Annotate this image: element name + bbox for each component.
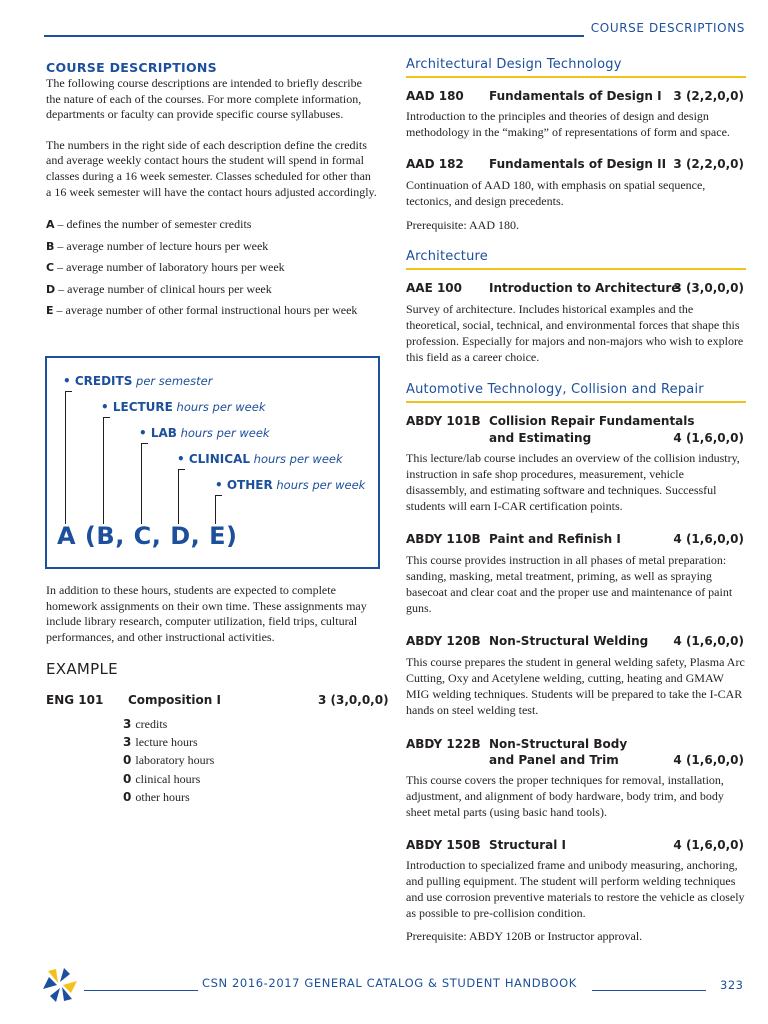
example-heading: EXAMPLE: [46, 660, 118, 678]
diagram-bracket: [103, 417, 110, 524]
diagram-bracket: [178, 469, 185, 524]
diagram-formula: A (B, C, D, E): [57, 522, 238, 550]
course-description: This lecture/lab course includes an overview of the collision industry, instruction in safe shop procedures, measurement, vehicle disassembly, and estimating software and techniques. Successful students will earn I-CAR certification points.: [406, 451, 740, 513]
breakdown-item: 3 lecture hours: [123, 735, 198, 750]
example-course-code: ENG 101: [46, 693, 104, 707]
breakdown-item: 0 clinical hours: [123, 771, 201, 786]
diagram-label-lecture: • LECTURE hours per week: [101, 400, 266, 414]
definition-item: D – average number of clinical hours per week: [46, 281, 272, 296]
header-rule: [44, 35, 584, 37]
diagram-label-credits: • CREDITS per semester: [63, 374, 213, 388]
example-breakdown: [123, 715, 214, 806]
footer-rule-left: [84, 990, 198, 991]
course-abdy-101b: ABDY 101B Collision Repair Fundamentals and Estimating 4 (1,6,0,0): [406, 414, 744, 445]
credit-format-diagram: [45, 356, 380, 569]
definition-item: B – average number of lecture hours per week: [46, 238, 269, 253]
example-course-credits: 3 (3,0,0,0): [318, 693, 389, 707]
example-course-title: Composition I: [128, 693, 221, 707]
intro-paragraph-2: The numbers in the right side of each description define the credits and average weekly contact hours the student will spend in formal classes during a 16 week semester. Classes scheduled for other than a 16 week semester will have the contact hours adjusted accordingly.: [46, 137, 377, 199]
course-description: This course provides instruction in all phases of metal preparation: sanding, masking, metal treatment, priming, as well as spraying basecoat and clear coat and the proper use and maintenance of paint guns.: [406, 553, 733, 615]
course-prerequisite: Prerequisite: ABDY 120B or Instructor approval.: [406, 929, 643, 943]
definition-item: A – defines the number of semester credits: [46, 217, 252, 232]
diagram-bracket: [65, 391, 72, 524]
diagram-label-clinical: • CLINICAL hours per week: [177, 452, 343, 466]
diagram-label-lab: • LAB hours per week: [139, 426, 270, 440]
course-description: Continuation of AAD 180, with emphasis on spatial sequence, tectonics, and design precedents.: [406, 178, 706, 208]
homework-paragraph: In addition to these hours, students are expected to complete homework assignments on their own time. These assignments may include library research, computer utilization, field trips, cultural performances, and other instructional activities.: [46, 583, 367, 644]
diagram-label-other: • OTHER hours per week: [215, 478, 366, 492]
course-description: Survey of architecture. Includes historical examples and the theoretical, social, technical, and environmental forces that shape this profession. Especially for majors and non-majors who wish to explore this field as a career choice.: [406, 302, 744, 364]
diagram-bracket: [215, 495, 222, 524]
course-description: Introduction to specialized frame and unibody measuring, anchoring, and pulling equipment. The student will perform welding techniques and use corrosion preventive materials to restore the vehicle as closely as possible to pre-collision condition.: [406, 858, 745, 920]
category-automotive: Automotive Technology, Collision and Repair: [406, 382, 746, 403]
page-number: 323: [720, 978, 744, 992]
breakdown-item: 0 other hours: [123, 789, 190, 804]
breakdown-item: 3 credits: [123, 717, 168, 731]
course-prerequisite: Prerequisite: AAD 180.: [406, 218, 519, 232]
course-description: Introduction to the principles and theories of design and design methodology in the “making” of representations of form and space.: [406, 109, 730, 139]
college-logo-icon: [40, 965, 80, 1005]
course-description: This course prepares the student in general welding safety, Plasma Arc Cutting, Oxy and Acetylene welding, cutting, heating and GMAW MIG welding techniques. Students will be prepared to take the I-CAR hands on steel welding test.: [406, 655, 745, 717]
definition-item: E – average number of other formal instructional hours per week: [46, 303, 358, 318]
definition-list: [46, 214, 378, 322]
course-description: This course covers the proper techniques for removal, installation, adjustment, and alignment of body hardware, body trim, and body sheet metal parts (using basic hand tools).: [406, 773, 724, 819]
diagram-bracket: [141, 443, 148, 524]
definition-item: C – average number of laboratory hours per week: [46, 260, 285, 275]
footer-title: CSN 2016-2017 GENERAL CATALOG & STUDENT HANDBOOK: [202, 976, 577, 990]
running-header: COURSE DESCRIPTIONS: [590, 21, 745, 35]
course-abdy-122b: ABDY 122B Non-Structural Body and Panel and Trim 4 (1,6,0,0): [406, 737, 744, 767]
footer-rule-right: [592, 990, 706, 991]
category-architectural-design: Architectural Design Technology: [406, 57, 746, 78]
breakdown-item: 0 laboratory hours: [123, 753, 215, 768]
left-column: [46, 60, 378, 322]
intro-paragraph-1: The following course descriptions are intended to briefly describe the nature of each of the courses. For more complete information, departments or faculty can provide specific course syllabuses.: [46, 76, 362, 122]
category-architecture: Architecture: [406, 249, 746, 270]
section-heading: COURSE DESCRIPTIONS: [46, 60, 217, 75]
